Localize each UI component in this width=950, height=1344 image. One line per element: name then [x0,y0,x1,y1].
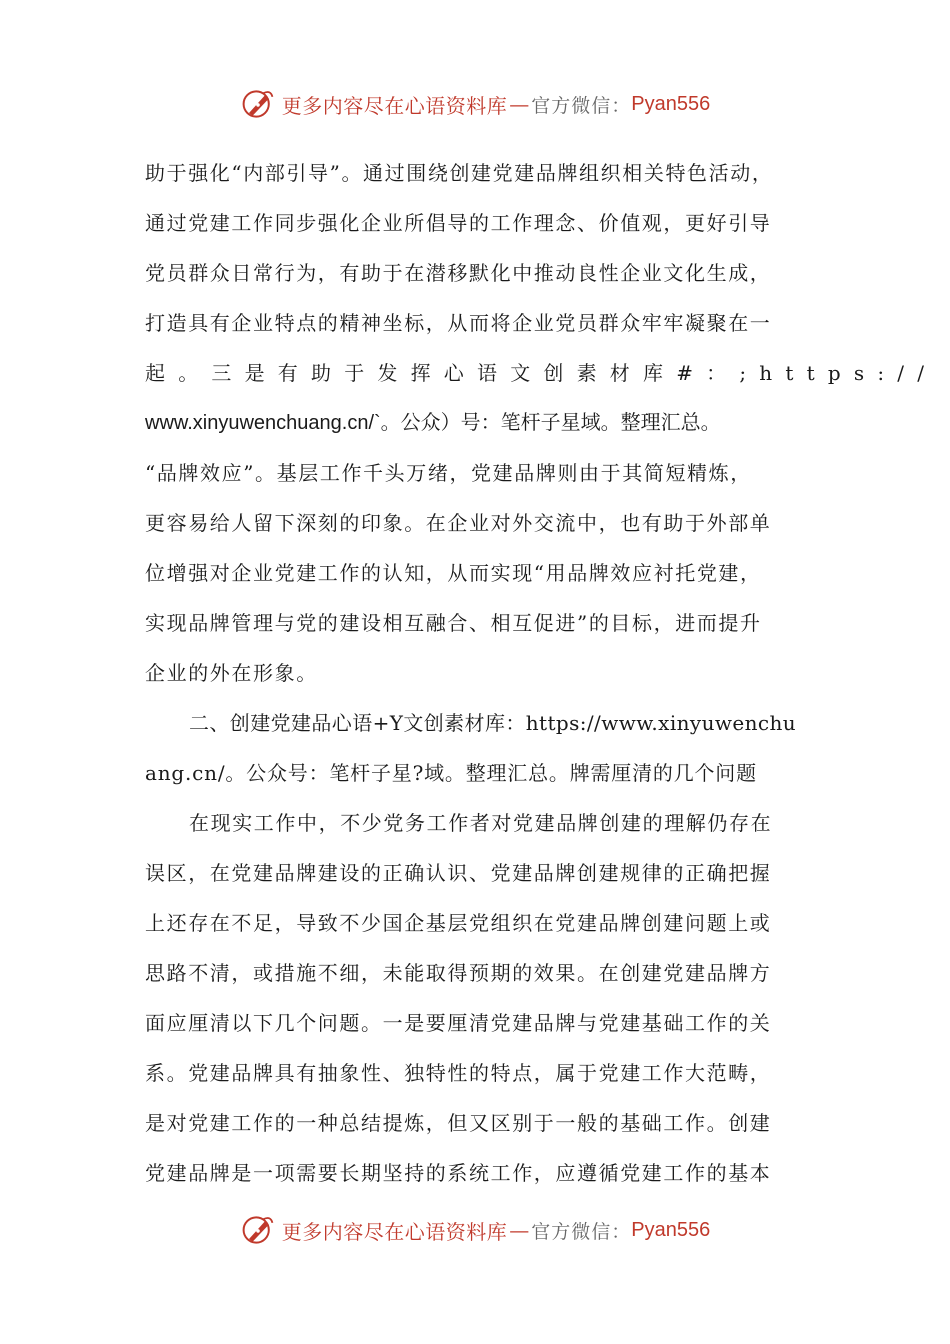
text-line-3: 党员群众日常行为，有助于在潜移默化中推动良性企业文化生成， [145,261,772,285]
header-banner [0,82,950,126]
text-line-17: 思路不清，或措施不细，未能取得预期的效果。在创建党建品牌方 [145,961,772,985]
header-label: 官方微信： [531,94,632,117]
text-line-19: 系。党建品牌具有抽象性、独特性的特点，属于党建工作大范畴， [145,1061,772,1085]
document-body [145,148,938,1198]
text-line-11: 企业的外在形象。 [145,661,318,685]
text-line-1: 助于强化“内部引导”。通过围绕创建党建品牌组织相关特色活动， [145,161,774,185]
footer-dash: — [509,1218,530,1242]
text-line-4: 打造具有企业特点的精神坐标，从而将企业党员群众牢牢凝聚在一 [145,311,772,335]
text-line-21: 党建品牌是一项需要长期坚持的系统工作，应遵循党建工作的基本 [145,1161,772,1185]
text-line-18: 面应厘清以下几个问题。一是要厘清党建品牌与党建基础工作的关 [145,1011,772,1035]
footer-brand-text: 更多内容尽在心语资料库 [281,1219,508,1244]
header-handle: Pyan556 [631,92,711,115]
text-line-5-content: 起。三是有助于发挥心语文创素材库#：;https:// [145,361,938,385]
text-line-20: 是对党建工作的一种总结提炼，但又区别于一般的基础工作。创建 [145,1111,772,1135]
footer-handle: Pyan556 [631,1218,711,1241]
text-line-5 [145,348,938,398]
text-line-6: www.xinyuwenchuang.cn/`。公众）号：笔杆子星域。整理汇总。 [145,412,721,434]
header-dash: — [509,92,530,116]
text-line-7: “品牌效应”。基层工作千头万绪，党建品牌则由于其简短精炼， [145,461,752,485]
section-heading-2-line-1: 二、创建党建品心语+Y文创素材库：https://www.xinyuwenchu [189,711,797,735]
text-line-9: 位增强对企业党建工作的认知，从而实现“用品牌效应衬托党建， [145,561,762,585]
pen-nib-logo-icon [240,1212,276,1248]
text-line-15: 误区，在党建品牌建设的正确认识、党建品牌创建规律的正确把握 [145,861,772,885]
text-line-10: 实现品牌管理与党的建设相互融合、相互促进”的目标，进而提升 [145,611,762,635]
pen-nib-logo-icon [240,86,276,122]
text-line-2: 通过党建工作同步强化企业所倡导的工作理念、价值观，更好引导 [145,211,772,235]
text-line-8: 更容易给人留下深刻的印象。在企业对外交流中，也有助于外部单 [145,511,772,535]
footer-label: 官方微信： [531,1220,632,1243]
text-line-14: 在现实工作中，不少党务工作者对党建品牌创建的理解仍存在 [189,811,773,835]
footer-banner [0,1208,950,1252]
header-brand-text: 更多内容尽在心语资料库 [281,93,508,118]
section-heading-2-line-2: ang.cn/。公众号：笔杆子星?域。整理汇总。牌需厘清的几个问题 [145,761,757,785]
text-line-16: 上还存在不足，导致不少国企基层党组织在党建品牌创建问题上或 [145,911,772,935]
